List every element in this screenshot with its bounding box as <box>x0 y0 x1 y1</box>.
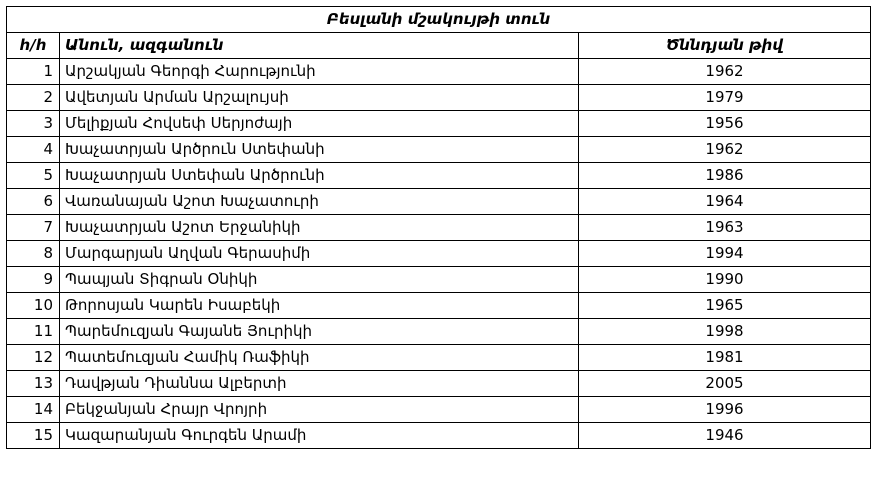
table-row <box>7 215 871 241</box>
row-birth-year-cell[interactable]: 1996 <box>579 397 871 423</box>
row-name-cell[interactable]: Արշակյան Գեորգի Հարությունի <box>60 59 579 85</box>
row-number-cell[interactable]: 3 <box>7 111 60 137</box>
table-row <box>7 423 871 449</box>
row-name-cell[interactable]: Պարեմուզյան Գայանե Յուրիկի <box>60 319 579 345</box>
row-birth-year-cell[interactable]: 1962 <box>579 59 871 85</box>
table-row <box>7 319 871 345</box>
table-row <box>7 293 871 319</box>
row-number-cell[interactable]: 9 <box>7 267 60 293</box>
header-name[interactable]: Անուն, ազգանուն <box>60 33 579 59</box>
header-number[interactable]: հ/հ <box>7 33 60 59</box>
data-table <box>6 6 871 449</box>
row-birth-year-cell[interactable]: 1956 <box>579 111 871 137</box>
table-row <box>7 59 871 85</box>
header-row <box>7 33 871 59</box>
table-row <box>7 163 871 189</box>
row-birth-year-cell[interactable]: 1994 <box>579 241 871 267</box>
title-row <box>7 7 871 33</box>
row-birth-year-cell[interactable]: 1965 <box>579 293 871 319</box>
row-birth-year-cell[interactable]: 1981 <box>579 345 871 371</box>
row-birth-year-cell[interactable]: 1962 <box>579 137 871 163</box>
table-row <box>7 137 871 163</box>
table-row <box>7 189 871 215</box>
table-row <box>7 371 871 397</box>
row-number-cell[interactable]: 13 <box>7 371 60 397</box>
row-birth-year-cell[interactable]: 1964 <box>579 189 871 215</box>
row-name-cell[interactable]: Պատեմուզյան Համիկ Ռաֆիկի <box>60 345 579 371</box>
table-body <box>7 59 871 449</box>
row-name-cell[interactable]: Խաչատրյան Ստեփան Արծրունի <box>60 163 579 189</box>
row-birth-year-cell[interactable]: 2005 <box>579 371 871 397</box>
row-name-cell[interactable]: Մարգարյան Աղվան Գերասիմի <box>60 241 579 267</box>
row-number-cell[interactable]: 11 <box>7 319 60 345</box>
row-name-cell[interactable]: Խաչատրյան Արծրուն Ստեփանի <box>60 137 579 163</box>
row-name-cell[interactable]: Վառանայան Աշոտ Խաչատուրի <box>60 189 579 215</box>
table-title[interactable]: Բեսլանի մշակույթի տուն <box>7 7 871 33</box>
row-birth-year-cell[interactable]: 1986 <box>579 163 871 189</box>
row-birth-year-cell[interactable]: 1998 <box>579 319 871 345</box>
row-number-cell[interactable]: 15 <box>7 423 60 449</box>
row-number-cell[interactable]: 8 <box>7 241 60 267</box>
row-name-cell[interactable]: Խաչատրյան Աշոտ Երջանիկի <box>60 215 579 241</box>
row-name-cell[interactable]: Թորոսյան Կարեն Իսաբեկի <box>60 293 579 319</box>
table-row <box>7 345 871 371</box>
row-number-cell[interactable]: 12 <box>7 345 60 371</box>
table-row <box>7 267 871 293</box>
row-number-cell[interactable]: 4 <box>7 137 60 163</box>
row-name-cell[interactable]: Կազարանյան Գուրգեն Արամի <box>60 423 579 449</box>
row-birth-year-cell[interactable]: 1963 <box>579 215 871 241</box>
table-row <box>7 397 871 423</box>
row-name-cell[interactable]: Դավթյան Դիաննա Ալբերտի <box>60 371 579 397</box>
row-number-cell[interactable]: 2 <box>7 85 60 111</box>
row-birth-year-cell[interactable]: 1990 <box>579 267 871 293</box>
table-row <box>7 111 871 137</box>
row-name-cell[interactable]: Մելիքյան Հովսեփ Սերյոժայի <box>60 111 579 137</box>
table-row <box>7 241 871 267</box>
row-number-cell[interactable]: 5 <box>7 163 60 189</box>
row-name-cell[interactable]: Պապյան Տիգրան Օնիկի <box>60 267 579 293</box>
row-number-cell[interactable]: 10 <box>7 293 60 319</box>
row-number-cell[interactable]: 14 <box>7 397 60 423</box>
row-number-cell[interactable]: 6 <box>7 189 60 215</box>
row-number-cell[interactable]: 1 <box>7 59 60 85</box>
spreadsheet <box>6 6 871 449</box>
row-number-cell[interactable]: 7 <box>7 215 60 241</box>
row-birth-year-cell[interactable]: 1946 <box>579 423 871 449</box>
header-birth-year[interactable]: Ծննդյան թիվ <box>579 33 871 59</box>
row-name-cell[interactable]: Բեկջանյան Հրայր Վրոյրի <box>60 397 579 423</box>
row-name-cell[interactable]: Ավետյան Արման Արշալույսի <box>60 85 579 111</box>
table-row <box>7 85 871 111</box>
row-birth-year-cell[interactable]: 1979 <box>579 85 871 111</box>
